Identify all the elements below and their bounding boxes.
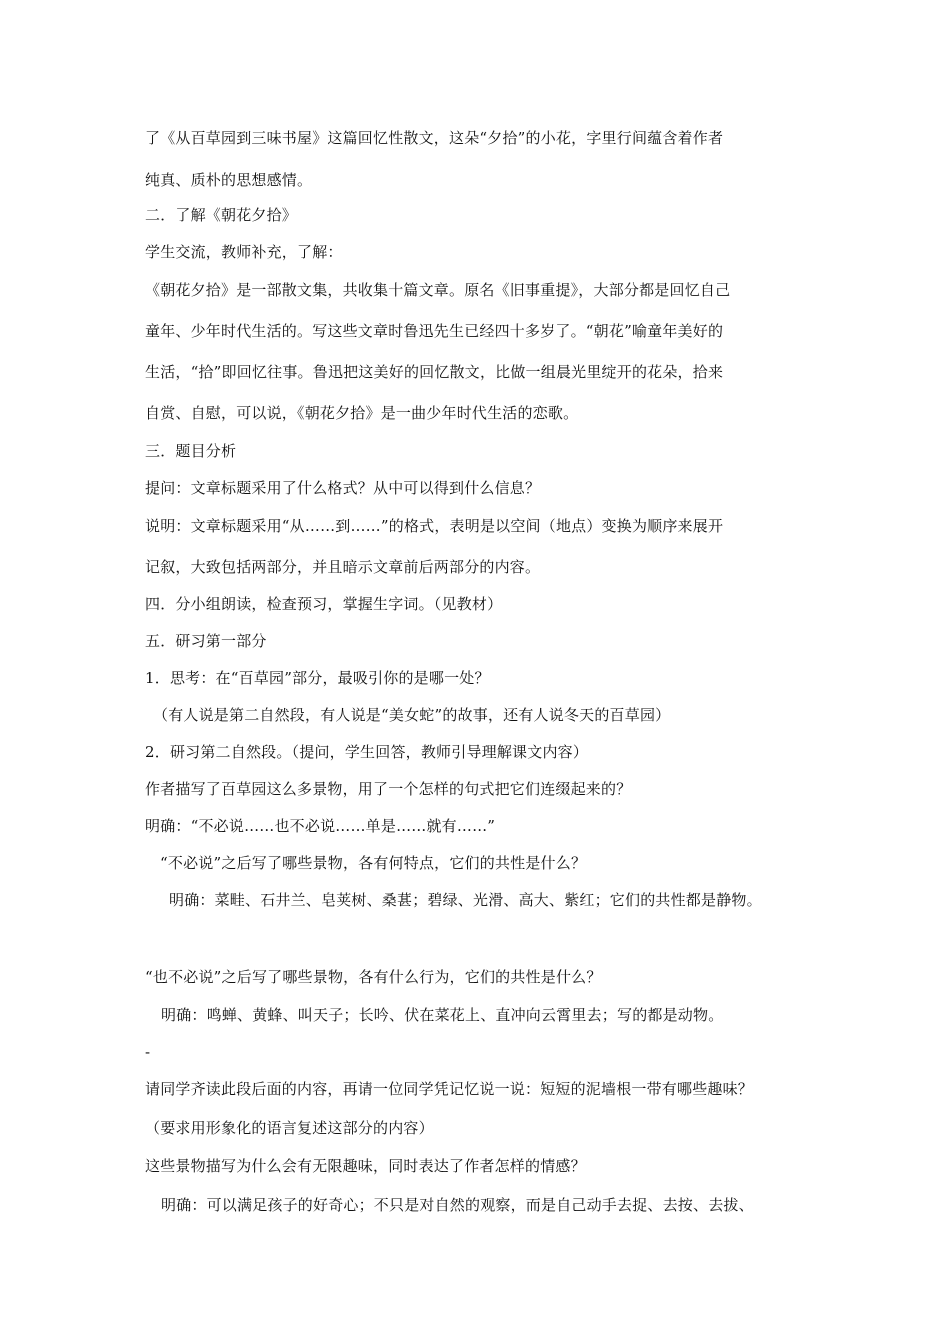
section-heading: 四．分小组朗读，检查预习，掌握生字词。（见教材）	[145, 595, 503, 613]
text-line: （要求用形象化的语言复述这部分的内容）	[145, 1119, 434, 1137]
text-line: “也不必说”之后写了哪些景物，各有什么行为，它们的共性是什么？	[145, 968, 602, 986]
text-line: 《朝花夕拾》是一部散文集，共收集十篇文章。原名《旧事重提》，大部分都是回忆自己	[145, 281, 731, 299]
section-heading: 三．题目分析	[145, 442, 237, 460]
text-line: 2．研习第二自然段。（提问，学生回答，教师引导理解课文内容）	[145, 743, 589, 761]
section-heading: 二．了解《朝花夕拾》	[145, 206, 298, 224]
text-line: 作者描写了百草园这么多景物，用了一个怎样的句式把它们连缀起来的？	[145, 780, 632, 798]
section-heading: 五．研习第一部分	[145, 632, 267, 650]
text-line: 学生交流，教师补充，了解：	[145, 243, 343, 261]
text-line: 童年、少年时代生活的。写这些文章时鲁迅先生已经四十多岁了。“朝花”喻童年美好的	[145, 322, 724, 340]
text-line: “不必说”之后写了哪些景物，各有何特点，它们的共性是什么？	[160, 854, 587, 872]
text-line: 记叙，大致包括两部分，并且暗示文章前后两部分的内容。	[145, 558, 541, 576]
text-line: 明确：菜畦、石井兰、皂荚树、桑葚；碧绿、光滑、高大、紫红；它们的共性都是静物。	[169, 891, 762, 909]
text-line: （有人说是第二自然段，有人说是“美女蛇”的故事，还有人说冬天的百草园）	[153, 706, 671, 724]
text-line: 1．思考：在“百草园”部分，最吸引你的是哪一处？	[145, 669, 490, 687]
text-line: 明确：“不必说……也不必说……单是……就有……”	[145, 817, 496, 835]
text-line: 了《从百草园到三味书屋》这篇回忆性散文，这朵“夕拾”的小花，字里行间蕴含着作者	[145, 129, 724, 147]
text-line: 生活，“拾”即回忆往事。鲁迅把这美好的回忆散文，比做一组晨光里绽开的花朵，拾来	[145, 363, 724, 381]
text-line: -	[145, 1043, 151, 1061]
text-line: 这些景物描写为什么会有无限趣味，同时表达了作者怎样的情感？	[145, 1157, 586, 1175]
text-line: 明确：可以满足孩子的好奇心；不只是对自然的观察，而是自己动手去捉、去按、去拔、	[161, 1196, 754, 1214]
text-line: 提问：文章标题采用了什么格式？从中可以得到什么信息？	[145, 479, 541, 497]
text-line: 自赏、自慰，可以说，《朝花夕拾》是一曲少年时代生活的恋歌。	[145, 404, 579, 422]
text-line: 纯真、质朴的思想感情。	[145, 171, 313, 189]
text-line: 说明：文章标题采用“从……到……”的格式，表明是以空间（地点）变换为顺序来展开	[145, 517, 724, 535]
text-line: 请同学齐读此段后面的内容，再请一位同学凭记忆说一说：短短的泥墙根一带有哪些趣味？	[145, 1080, 754, 1098]
text-line: 明确：鸣蝉、黄蜂、叫天子；长吟、伏在菜花上、直冲向云霄里去；写的都是动物。	[161, 1006, 724, 1024]
